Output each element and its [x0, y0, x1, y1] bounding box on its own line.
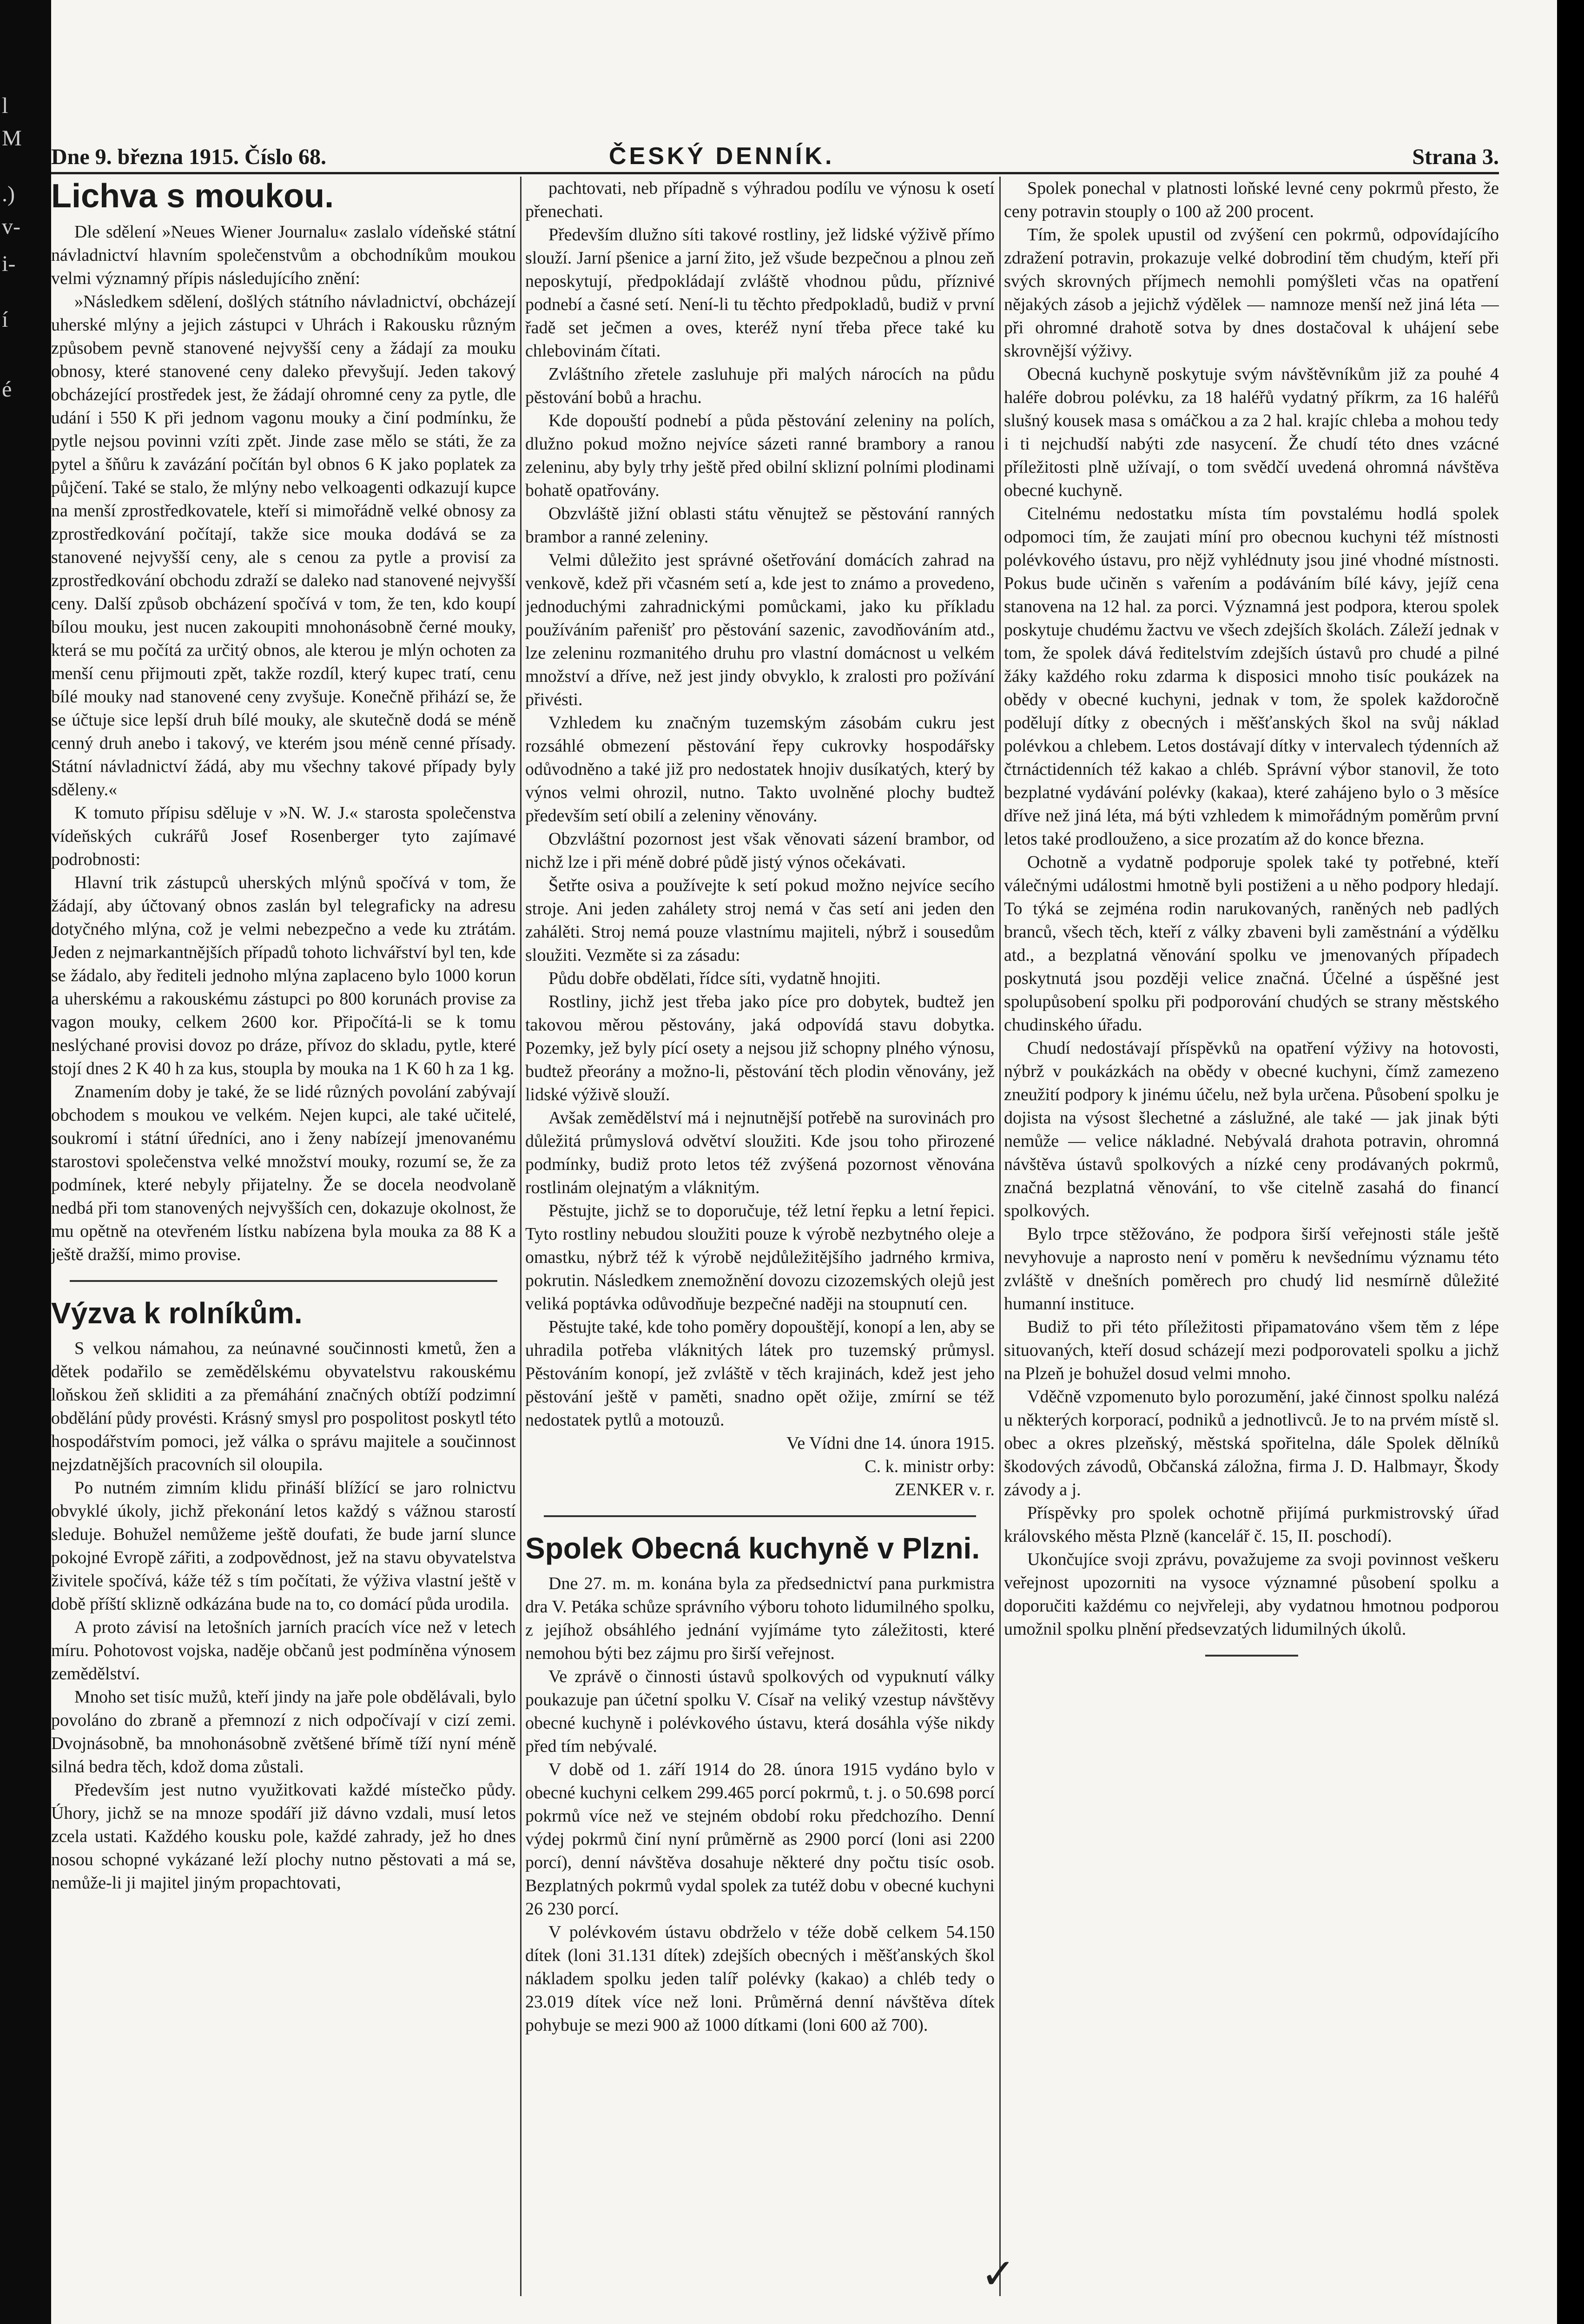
article-paragraph: Rostliny, jichž jest třeba jako píce pro dobytek, budtež jen takovou měrou pěstovány, jaká odpovídá stavu dobytka. Pozemky, jež byly pící osety a nejsou již schopny plného výnosu, budtež přeorány a možno-li, pěstování těch plodin věnovány, jež lidské výživě slouží. — [525, 992, 995, 1104]
signature-block — [525, 1432, 995, 1501]
article-paragraph: Především jest nutno využitkovati každé místečko půdy. Úhory, jichž se na mnoze spodáří již dávno vzdali, musí letos zcela ustati. Každého kousku pole, každé zahrady, jež ho dnes nosou schopné vykázané leží plochy nutno pěstovati a má se, nemůže-li ji majitel jiným propachtovati, — [51, 1780, 516, 1893]
article-paragraph: V polévkovém ústavu obdrželo v téže době celkem 54.150 dítek (loni 31.131 dítek) zdejších obecných i měšťanských škol nákladem spolku jeden talíř polévky (kakao) a chléb tedy o 23.019 dítek více než loni. Průměrná denní návštěva dítek pohybuje se mezi 900 až 1000 dítkami (loni 600 až 700). — [525, 1922, 995, 2035]
edge-fragment: í — [2, 307, 8, 332]
edge-fragment: é — [2, 377, 12, 402]
article-paragraph: Mnoho set tisíc mužů, kteří jindy na jaře pole obdělávali, bylo povoláno do zbraně a přemnozí z nich odpočívají v cizí zemi. Dvojnásobně, ba mnohonásobně zvětšené břímě tíží nyní méně silná bedra těch, kdož doma zůstali. — [51, 1687, 516, 1776]
article-paragraph: Po nutném zimním klidu přináší blížící se jaro rolnictvu obvyklé úkoly, jichž překonání letos každý s vážnou starostí sleduje. Bohužel nemůžeme ještě doufati, že bude jarní slunce pokojné Evropě zářiti, a zodpovědnost, jež na stavu obyvatelstva živitele spočívá, káže též s tím počítati, že výživa vlastní ještě v době příští sklizně odkázána bude na to, co domácí půda urodila. — [51, 1478, 516, 1614]
article-paragraph: Avšak zemědělství má i nejnutnější potřebě na surovinách pro důležitá průmyslová odvětví sloužiti. Kde jsou toho přirozené podmínky, budiž proto letos též zvýšená pozornost věnována rostlinám olejnatým a vláknitým. — [525, 1108, 995, 1197]
masthead — [51, 139, 1499, 174]
article-paragraph: Ve zprávě o činnosti ústavů spolkových od vypuknutí války poukazuje pan účetní spolku V. Císař na veliký vzestup návštěvy obecné kuchyně i polévkového ústavu, která dosáhla výše nikdy před tím nebývalé. — [525, 1667, 995, 1756]
signature-name: ZENKER v. r. — [895, 1480, 995, 1499]
article-title: Výzva k rolníkům. — [51, 1296, 303, 1330]
edge-fragment: i- — [2, 251, 16, 276]
article-title: Lichva s moukou. — [51, 178, 334, 215]
article-paragraph: Obzvláště jižní oblasti státu věnujtež se pěstování ranných brambor a ranné zeleniny. — [525, 504, 995, 547]
article-paragraph: Znamením doby je také, že se lidé různých povolání zabývají obchodem s moukou ve velkém. Nejen kupci, ale také učitelé, soukromí i státní úředníci, ano i ženy nabízejí jmenovanému starostovi společenstva velké množství mouky, rozumí se, že za podmínek, které nebyly přijatelny. Že se docela neodvolaně nedbá při tom stanovených nejvyšších cen, dokazuje okolnost, že mu opětně na otevřeném lístku nabízena byla mouka za 88 K a ještě dražší, mimo provise. — [51, 1082, 516, 1264]
edge-fragment: M — [2, 126, 22, 151]
article-paragraph: Příspěvky pro spolek ochotně přijímá purkmistrovský úřad královského města Plzně (kancelář č. 15, II. poschodí). — [1004, 1503, 1499, 1546]
article-paragraph: pachtovati, neb případně s výhradou podílu ve výnosu k osetí přenechati. — [525, 178, 995, 221]
article-paragraph: S velkou námahou, za neúnavné součinnosti kmetů, žen a dětek podařilo se zemědělskému obyvatelstvu rakouskému loňskou žeň skliditi a za přemáhání značných obtíží podzimní obdělání půdy provésti. Krásný smysl pro pospolitost poskytl této hospodářstvím pomoci, jež válka o správu majitele a součinnost nejzdatnějších pracovních sil oloupila. — [51, 1339, 516, 1474]
scan-edge — [0, 0, 51, 2324]
signature-role: C. k. ministr orby: — [865, 1457, 995, 1476]
article-paragraph: Dle sdělení »Neues Wiener Journalu« zaslalo vídeňské státní návladnictví hlavním společenstvům a obchodníkům moukou velmi významný přípis následujícího znění: — [51, 222, 516, 288]
article-usury-flour — [51, 177, 516, 1266]
article-paragraph: Tím, že spolek upustil od zvýšení cen pokrmů, odpovídajícího zdražení potravin, prokazuje velké dobrodiní těm chudým, kteří při svých skrovných příjmech nemohli pomýšleti včas na opatření nějakých zásob a jejichž výdělek — namnoze menší než jiná léta — při ohromné drahotě sotva by dnes dostačoval k uhájení sebe skrovnější výživy. — [1004, 225, 1499, 361]
column-divider — [999, 177, 1001, 2296]
article-paragraph: A proto závisí na letošních jarních pracích více než v letech míru. Pohotovost vojska, naděje občanů jest podmíněna výnosem zemědělství. — [51, 1618, 516, 1684]
article-paragraph: Budiž to při této příležitosti připamatováno všem těm z lépe situovaných, kteří dosud scházejí mezi podporovateli spolku a jichž na Plzeň je bohužel dosud velmi mnoho. — [1004, 1317, 1499, 1383]
issue-date: Dne 9. března 1915. Číslo 68. — [51, 145, 326, 169]
end-rule — [1205, 1655, 1298, 1657]
article-paragraph: Především dlužno síti takové rostliny, jež lidské výživě přímo slouží. Jarní pšenice a jarní žito, jež všude bezpečnou a plnou zeň neposkytují, předpokládají zvláště vhodnou půdu, příznivé podnebí a časné setí. Není-li tu těchto předpokladů, budiž v první řadě set ječmen a oves, kteréž nyní třeba přece také ku chlebovinám čítati. — [525, 225, 995, 361]
page-number: Strana 3. — [1412, 145, 1499, 169]
article-public-kitchen-continued — [1004, 177, 1499, 1657]
article-paragraph: Zvláštního zřetele zasluhuje při malých nárocích na půdu pěstování bobů a hrachu. — [525, 364, 995, 407]
article-paragraph: Obzvláštní pozornost jest však věnovati sázení brambor, od nichž lze i při méně dobré půdě jistý výnos očekávati. — [525, 829, 995, 872]
article-separator — [544, 1515, 976, 1517]
article-paragraph: Vděčně vzpomenuto bylo porozumění, jaké činnost spolku nalézá u některých korporací, podniků a jednotlivců. Je to na prvém místě sl. obec a okres plzeňský, městská spořitelna, dále Spolek dělníků škodových závodů, Občanská záložna, firma J. D. Halbmayr, Škody závody a j. — [1004, 1387, 1499, 1499]
newspaper-title: ČESKÝ DENNÍK. — [609, 143, 835, 170]
article-paragraph: Obecná kuchyně poskytuje svým návštěvníkům již za pouhé 4 haléře dobrou polévku, za 18 haléřů vydatný příkrm, za 16 haléřů slušný kousek masa s omáčkou a za 2 hal. krajíc chleba a mohou tedy i ti nejchudší nabýti zde nasycení. Že chudí této dnes vzácné příležitosti plně užívají, o tom svědčí uvedená ohromná návštěva obecné kuchyně. — [1004, 364, 1499, 500]
article-paragraph: Ochotně a vydatně podporuje spolek také ty potřebné, kteří válečnými událostmi hmotně byli postiženi a u něho podpory hledají. To týká se zejména rodin narukovaných, raněných neb padlých branců, všech těch, kteří z války zbaveni byli zaměstnání a výdělku atd., a bezplatná věnování spolku ve jmenovaných případech poskytnutá jsou později velice značná. Účelné a úspěšné jest spolupůsobení spolku při podporování chudých se strany městského chudinského úřadu. — [1004, 852, 1499, 1035]
article-paragraph: Hlavní trik zástupců uherských mlýnů spočívá v tom, že žádají, aby účtovaný obnos zaslán byl telegraficky na adresu dotyčného mlýna, což je velmi nebezpečno a vede ku ztrátám. Jeden z nejmarkantnějších případů tohoto lichvářství byl ten, kde se žádalo, aby řediteli jednoho mlýna zaplaceno bylo 1000 korun a uherskému a rakouskému zástupci po 800 korunách provise za vagon mouky, celkem 2600 kor. Připočítá-li se k tomu neslýchané provisi dovoz po dráze, přívoz do skladu, pytle, které stojí dnes 2 K 40 h za kus, stoupla by mouka na 1 K 60 h za 1 kg. — [51, 873, 516, 1078]
article-separator — [70, 1280, 497, 1282]
edge-fragment: .) — [2, 182, 15, 206]
article-title: Spolek Obecná kuchyně v Plzni. — [525, 1532, 980, 1565]
article-paragraph: Spolek ponechal v platnosti loňské levné ceny pokrmů přesto, že ceny potravin stouply o 100 až 200 procent. — [1004, 178, 1499, 221]
article-paragraph: Půdu dobře obdělati, řídce síti, vydatně hnojiti. — [548, 969, 881, 988]
article-paragraph: K tomuto přípisu sděluje v »N. W. J.« starosta společenstva vídeňských cukrářů Josef Rosenberger tyto zajímavé podrobnosti: — [51, 803, 516, 869]
column-divider — [520, 177, 521, 2296]
column-1 — [51, 177, 516, 2315]
column-2 — [525, 177, 995, 2315]
article-paragraph: Chudí nedostávají příspěvků na opatření výživy na hotovosti, nýbrž v poukázkách na obědy v obecné kuchyni, čímž zamezeno zneužití podpory k jinému účelu, než byla určena. Působení spolku je dojista na výsost šlechetné a záslužné, ale také — jak jinak býti nemůže — velice nákladné. Nebývalá drahota potravin, ohromná návštěva ústavů spolkových a nízké ceny prodávaných pokrmů, značná bezplatná věnování, to vše citelně zasahá do financí spolkových. — [1004, 1038, 1499, 1221]
check-mark-icon: ✓ — [981, 2250, 1016, 2298]
article-paragraph: Ukončujíce svoji zprávu, považujeme za svoji povinnost veškeru veřejnost upozorniti na vysoce významné působení spolku a doporučiti každému co nejvřeleji, aby vydatnou hmotnou podporou umožnil spolku plnění předsevzatých lidumilných úkolů. — [1004, 1550, 1499, 1639]
article-appeal-farmers — [51, 1296, 516, 1895]
article-paragraph: Pěstujte, jichž se to doporučuje, též letní řepku a letní řepici. Tyto rostliny nebudou sloužiti pouze k výrobě nezbytného oleje a omastku, nýbrž též k výrobě nejdůležitějšího jadrného krmiva, pokrutin. Následkem znemožnění dovozu cizozemských olejů jest veliká poptávka odůvodňuje bezpečné naději na stoupnutí cen. — [525, 1201, 995, 1314]
column-3 — [1004, 177, 1499, 2315]
article-paragraph: Kde dopouští podnebí a půda pěstování zeleniny na polích, dlužno pokud možno nejvíce sázeti ranné brambory a ranou zeleninu, aby byly trhy ještě před obilní sklizní polními plodinami bohatě opatřovány. — [525, 411, 995, 500]
signature-place-date: Ve Vídni dne 14. února 1915. — [786, 1433, 995, 1453]
article-paragraph: »Následkem sdělení, došlých státního návladnictví, obcházejí uherské mlýny a jejich zástupci v Uhrách i Rakousku různým způsobem pevně stanovené nejvyšší ceny a žádají za mouku obnosy, které stanovené ceny daleko převyšují. Jeden takový obcházející prostředek jest, že žádají ohromné ceny za pytle, dle udání i 550 K při jednom vagonu mouky a činí podmínku, že pytle nejsou povinni vzíti zpět. Jinde zase mělo se státi, že za pytel a šňůru k zavázání počítán byl obnos 6 K jako poplatek za půjčení. Také se stalo, že mlýny nebo velkoagenti odkazují kupce na menší zprostředkovatele, kteří si mimořádně velké obnosy za zprostředkování počítají, takže sice mouka dodává se za stanovené nejvyšší ceny, ale s cenou za pytle a provisí za zprostředkování obchodu zdraží se daleko nad stanovené nejvyšší ceny. Další způsob obcházení spočívá v tom, že ten, kdo koupí bílou mouku, jest nucen zakoupiti mnohonásobně černé mouky, která se mu počítá za určitý obnos, ale kterou je mlýn ochoten za menší cenu přijmouti zpět, takže rozdíl, který kupec tratí, cenu bílé mouky nad stanovené ceny zvyšuje. Konečně přihází se, že se účtuje sice lepší druh bílé mouky, ale skutečně dodá se méně cenný druh anebo i takový, ve kterém jsou méně cenné přísady. Státní návladnictví žádá, aby mu všechny takové případy byly sděleny.« — [51, 292, 516, 799]
article-paragraph: Dne 27. m. m. konána byla za předsednictví pana purkmistra dra V. Petáka schůze správního výboru tohoto lidumilného spolku, z jejíhož obsáhlého jednání vyjímáme tyto záležitosti, které nemohou býti bez zájmu pro širší veřejnost. — [525, 1574, 995, 1663]
article-paragraph: Bylo trpce stěžováno, že podpora širší veřejnosti stále ještě nevyhovuje a naprosto není v poměru k nevšednímu významu této zvláště v dnešních poměrech pro chudý lid nesmírně důležité humanní instituce. — [1004, 1224, 1499, 1314]
article-appeal-farmers-continued — [525, 177, 995, 1501]
article-paragraph: V době od 1. září 1914 do 28. února 1915 vydáno bylo v obecné kuchyni celkem 299.465 porcí pokrmů, t. j. o 50.698 porcí pokrmů více než ve stejném období roku předchozího. Denní výdej pokrmů činí nyní průměrně as 2900 porcí (loni asi 2200 porcí), denní návštěva dosahuje některé dny počtu tisíc osob. Bezplatných pokrmů vydal spolek za tutéž dobu v obecné kuchyni 26 230 porcí. — [525, 1760, 995, 1919]
article-paragraph: Pěstujte také, kde toho poměry dopouštějí, konopí a len, aby se uhradila potřeba vláknitých látek pro tuzemský průmysl. Pěstováním konopí, jež zvláště v těch krajinách, kdež jest jeho pěstování ještě v paměti, snadno opět ožije, zmírní se též nedostatek pytlů a motouzů. — [525, 1317, 995, 1430]
article-paragraph: Šetřte osiva a používejte k setí pokud možno nejvíce secího stroje. Ani jeden zahálety stroj nemá v čas setí ani jeden den zahálěti. Stroj nemá pouze vlastnímu majiteli, nýbrž i sousedům sloužiti. Vezměte si za zásadu: — [525, 876, 995, 965]
article-paragraph: Vzhledem ku značným tuzemským zásobám cukru jest rozsáhlé obmezení pěstování řepy cukrovky hospodářsky odůvodněno a také již pro nedostatek hnojiv dusíkatých, který by výnos velmi ohrozil, nutno. Takto uvolněné plochy budtež především setí obilí a zeleniny věnovány. — [525, 713, 995, 825]
edge-fragment: l — [2, 93, 8, 118]
article-public-kitchen — [525, 1531, 995, 2037]
article-paragraph: Citelnému nedostatku místa tím povstalému hodlá spolek odpomoci tím, že zaujati míní pro obecnou kuchyni též místnosti polévkového ústavu, pro nějž vyhlédnuty jsou jiné vhodné místnosti. Pokus bude učiněn s vařením a podáváním bílé kávy, jejíž cena stanovena na 12 hal. za porci. Významná jest podpora, kterou spolek poskytuje chudému žactvu ve všech zdejších školách. Záleží jednak v tom, že spolek dává ředitelstvím zdejších ústavů pro chudé a pilné žáky každého roku zdarma k disposici mnoho tisíc poukázek na obědy v obecné kuchyni, jednak v tom, že spolek každoročně podělují dítky z obecných i měšťanských škol na svůj náklad polévkou a chlebem. Letos dostávají dítky v intervalech týdenních až čtrnáctidenních též kakao a chléb. Správní výbor stanovil, že toto bezplatné vydávání polévky (kakaa), které zahájeno bylo o 3 měsíce dříve než jiná léta, má býti vzhledem k mimořádným poměrům první letos také prodlouženo, a sice prozatím až do konce března. — [1004, 504, 1499, 849]
article-paragraph: Velmi důležito jest správné ošetřování domácích zahrad na venkově, kdež při včasném setí a, kde jest to známo a provedeno, jednoduchými zahradnickými pomůckami, jako ku příkladu používáním pařenišť pro pěstování sazenic, zavodňováním atd., lze zeleninu rozmanitého druhu pro vlastní domácnost u velkém množství a dříve, než jest jindy obvyklo, k zralosti pro požívání přivésti. — [525, 550, 995, 709]
edge-fragment: v- — [2, 214, 20, 239]
